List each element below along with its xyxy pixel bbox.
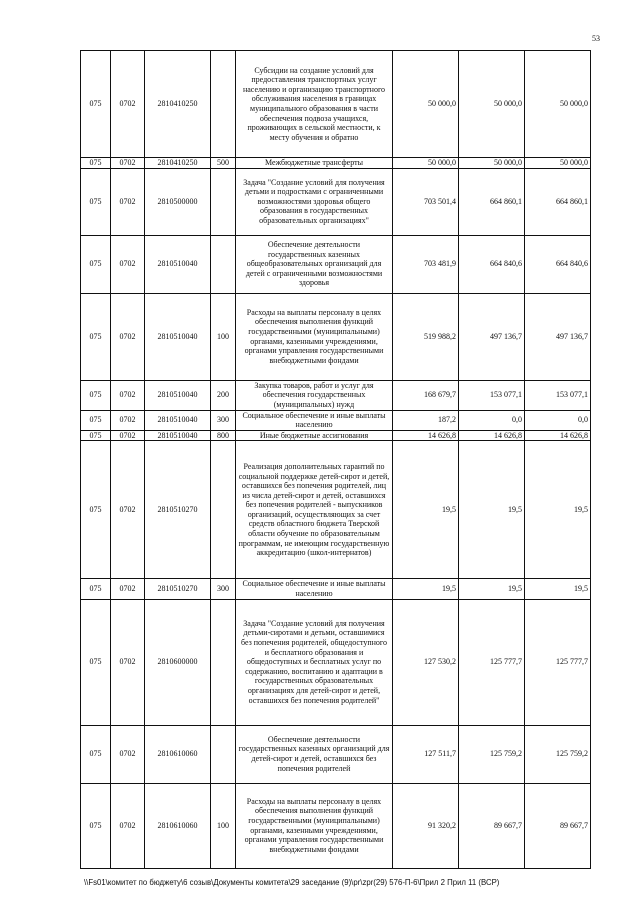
cell-admin-code: 075 xyxy=(81,168,111,235)
cell-description: Иные бюджетные ассигнования xyxy=(236,430,393,441)
cell-amount-year-3: 0,0 xyxy=(525,410,591,430)
table-row xyxy=(81,783,591,868)
cell-amount-year-2: 664 840,6 xyxy=(459,235,525,293)
cell-target-article: 2810510270 xyxy=(145,441,211,579)
cell-description: Расходы на выплаты персоналу в целях обеспечения выполнения функций государственными (муниципальными) органами, казенными учреждениями, органами управления государственными внебюджетными фондами xyxy=(236,293,393,380)
page-number: 53 xyxy=(592,34,600,43)
cell-expense-type: 300 xyxy=(211,410,236,430)
cell-amount-year-1: 91 320,2 xyxy=(393,783,459,868)
cell-section-code: 0702 xyxy=(111,168,145,235)
cell-amount-year-1: 703 501,4 xyxy=(393,168,459,235)
cell-expense-type: 500 xyxy=(211,158,236,169)
table-row xyxy=(81,168,591,235)
cell-amount-year-3: 50 000,0 xyxy=(525,51,591,158)
cell-amount-year-1: 19,5 xyxy=(393,579,459,599)
cell-amount-year-3: 125 759,2 xyxy=(525,725,591,783)
cell-target-article: 2810600000 xyxy=(145,599,211,725)
cell-description: Задача "Создание условий для получения детьми-сиротами и детьми, оставшимися без попечения родителей, общедоступного и бесплатного образования и общедоступных и бесплатных услуг по содержанию, воспитанию и адаптации в государственных образовательных организациях для детей-сирот и детей, оставшихся без попечения родителей" xyxy=(236,599,393,725)
cell-amount-year-1: 168 679,7 xyxy=(393,380,459,410)
cell-expense-type: 100 xyxy=(211,293,236,380)
cell-description: Социальное обеспечение и иные выплаты населению xyxy=(236,410,393,430)
cell-admin-code: 075 xyxy=(81,380,111,410)
cell-amount-year-3: 153 077,1 xyxy=(525,380,591,410)
table-row xyxy=(81,599,591,725)
cell-amount-year-2: 125 759,2 xyxy=(459,725,525,783)
cell-amount-year-2: 14 626,8 xyxy=(459,430,525,441)
cell-amount-year-3: 19,5 xyxy=(525,441,591,579)
cell-description: Задача "Создание условий для получения детьми и подростками с ограниченными возможностями здоровья общего образования в государственных образовательных организациях" xyxy=(236,168,393,235)
cell-expense-type xyxy=(211,441,236,579)
table-row xyxy=(81,725,591,783)
cell-amount-year-3: 664 840,6 xyxy=(525,235,591,293)
cell-amount-year-1: 187,2 xyxy=(393,410,459,430)
cell-admin-code: 075 xyxy=(81,783,111,868)
cell-amount-year-1: 127 511,7 xyxy=(393,725,459,783)
table-row xyxy=(81,51,591,158)
cell-admin-code: 075 xyxy=(81,725,111,783)
cell-expense-type: 300 xyxy=(211,579,236,599)
table-row xyxy=(81,158,591,169)
cell-section-code: 0702 xyxy=(111,579,145,599)
cell-target-article: 2810610060 xyxy=(145,725,211,783)
cell-section-code: 0702 xyxy=(111,441,145,579)
cell-section-code: 0702 xyxy=(111,235,145,293)
cell-expense-type xyxy=(211,51,236,158)
cell-section-code: 0702 xyxy=(111,599,145,725)
cell-amount-year-2: 0,0 xyxy=(459,410,525,430)
cell-amount-year-2: 19,5 xyxy=(459,579,525,599)
cell-section-code: 0702 xyxy=(111,158,145,169)
cell-target-article: 2810510040 xyxy=(145,235,211,293)
cell-section-code: 0702 xyxy=(111,783,145,868)
budget-table xyxy=(80,50,591,869)
cell-target-article: 2810510040 xyxy=(145,293,211,380)
table-row xyxy=(81,235,591,293)
cell-amount-year-2: 50 000,0 xyxy=(459,51,525,158)
cell-target-article: 2810500000 xyxy=(145,168,211,235)
cell-amount-year-1: 50 000,0 xyxy=(393,158,459,169)
cell-description: Обеспечение деятельности государственных казенных общеобразовательных организаций для детей с ограниченными возможностями здоровья xyxy=(236,235,393,293)
table-row xyxy=(81,410,591,430)
cell-admin-code: 075 xyxy=(81,579,111,599)
cell-admin-code: 075 xyxy=(81,158,111,169)
cell-target-article: 2810510040 xyxy=(145,430,211,441)
cell-expense-type xyxy=(211,168,236,235)
cell-section-code: 0702 xyxy=(111,293,145,380)
cell-target-article: 2810410250 xyxy=(145,158,211,169)
cell-amount-year-2: 153 077,1 xyxy=(459,380,525,410)
cell-expense-type xyxy=(211,235,236,293)
cell-amount-year-2: 125 777,7 xyxy=(459,599,525,725)
table-body xyxy=(81,51,591,869)
cell-expense-type: 100 xyxy=(211,783,236,868)
cell-target-article: 2810410250 xyxy=(145,51,211,158)
cell-expense-type xyxy=(211,725,236,783)
cell-target-article: 2810510270 xyxy=(145,579,211,599)
cell-description: Расходы на выплаты персоналу в целях обеспечения выполнения функций государственными (муниципальными) органами, казенными учреждениями, органами управления государственными внебюджетными фондами xyxy=(236,783,393,868)
cell-amount-year-1: 703 481,9 xyxy=(393,235,459,293)
cell-amount-year-1: 127 530,2 xyxy=(393,599,459,725)
cell-target-article: 2810510040 xyxy=(145,410,211,430)
cell-amount-year-2: 50 000,0 xyxy=(459,158,525,169)
cell-admin-code: 075 xyxy=(81,51,111,158)
file-path-footer: \\Fs01\комитет по бюджету\6 созыв\Документы комитета\29 заседание (9)\pr\zpr(29) 576-П-6\Прил 2 Прил 11 (ВСР) xyxy=(84,878,500,887)
cell-admin-code: 075 xyxy=(81,441,111,579)
cell-amount-year-3: 89 667,7 xyxy=(525,783,591,868)
cell-admin-code: 075 xyxy=(81,430,111,441)
cell-expense-type xyxy=(211,599,236,725)
cell-amount-year-3: 664 860,1 xyxy=(525,168,591,235)
cell-description: Социальное обеспечение и иные выплаты населению xyxy=(236,579,393,599)
cell-expense-type: 800 xyxy=(211,430,236,441)
cell-amount-year-3: 125 777,7 xyxy=(525,599,591,725)
cell-section-code: 0702 xyxy=(111,380,145,410)
cell-amount-year-1: 19,5 xyxy=(393,441,459,579)
table-row xyxy=(81,579,591,599)
cell-admin-code: 075 xyxy=(81,599,111,725)
cell-admin-code: 075 xyxy=(81,410,111,430)
table-row xyxy=(81,293,591,380)
cell-amount-year-2: 19,5 xyxy=(459,441,525,579)
cell-amount-year-2: 664 860,1 xyxy=(459,168,525,235)
cell-amount-year-3: 19,5 xyxy=(525,579,591,599)
cell-description: Закупка товаров, работ и услуг для обеспечения государственных (муниципальных) нужд xyxy=(236,380,393,410)
cell-amount-year-1: 14 626,8 xyxy=(393,430,459,441)
cell-expense-type: 200 xyxy=(211,380,236,410)
cell-description: Реализация дополнительных гарантий по социальной поддержке детей-сирот и детей, оставшихся без попечения родителей, лиц из числа детей-сирот и детей, оставшихся без попечения родителей - выпускников организаций, осуществляющих за счет средств областного бюджета Тверской области обучение по образовательным программам, не имеющим государственную аккредитацию (школ-интернатов) xyxy=(236,441,393,579)
cell-section-code: 0702 xyxy=(111,725,145,783)
table-row xyxy=(81,380,591,410)
cell-amount-year-2: 89 667,7 xyxy=(459,783,525,868)
cell-description: Межбюджетные трансферты xyxy=(236,158,393,169)
cell-amount-year-3: 497 136,7 xyxy=(525,293,591,380)
cell-amount-year-3: 14 626,8 xyxy=(525,430,591,441)
table-row xyxy=(81,441,591,579)
cell-section-code: 0702 xyxy=(111,410,145,430)
cell-target-article: 2810610060 xyxy=(145,783,211,868)
cell-amount-year-2: 497 136,7 xyxy=(459,293,525,380)
cell-target-article: 2810510040 xyxy=(145,380,211,410)
cell-amount-year-1: 50 000,0 xyxy=(393,51,459,158)
cell-description: Субсидии на создание условий для предоставления транспортных услуг населению и организацию транспортного обслуживания населения в границах муниципального образования в части обеспечения подвоза учащихся, проживающих в сельской местности, к месту обучения и обратно xyxy=(236,51,393,158)
cell-amount-year-1: 519 988,2 xyxy=(393,293,459,380)
table-row xyxy=(81,430,591,441)
cell-section-code: 0702 xyxy=(111,51,145,158)
cell-admin-code: 075 xyxy=(81,293,111,380)
cell-admin-code: 075 xyxy=(81,235,111,293)
cell-amount-year-3: 50 000,0 xyxy=(525,158,591,169)
cell-section-code: 0702 xyxy=(111,430,145,441)
cell-description: Обеспечение деятельности государственных казенных организаций для детей-сирот и детей, оставшихся без попечения родителей xyxy=(236,725,393,783)
